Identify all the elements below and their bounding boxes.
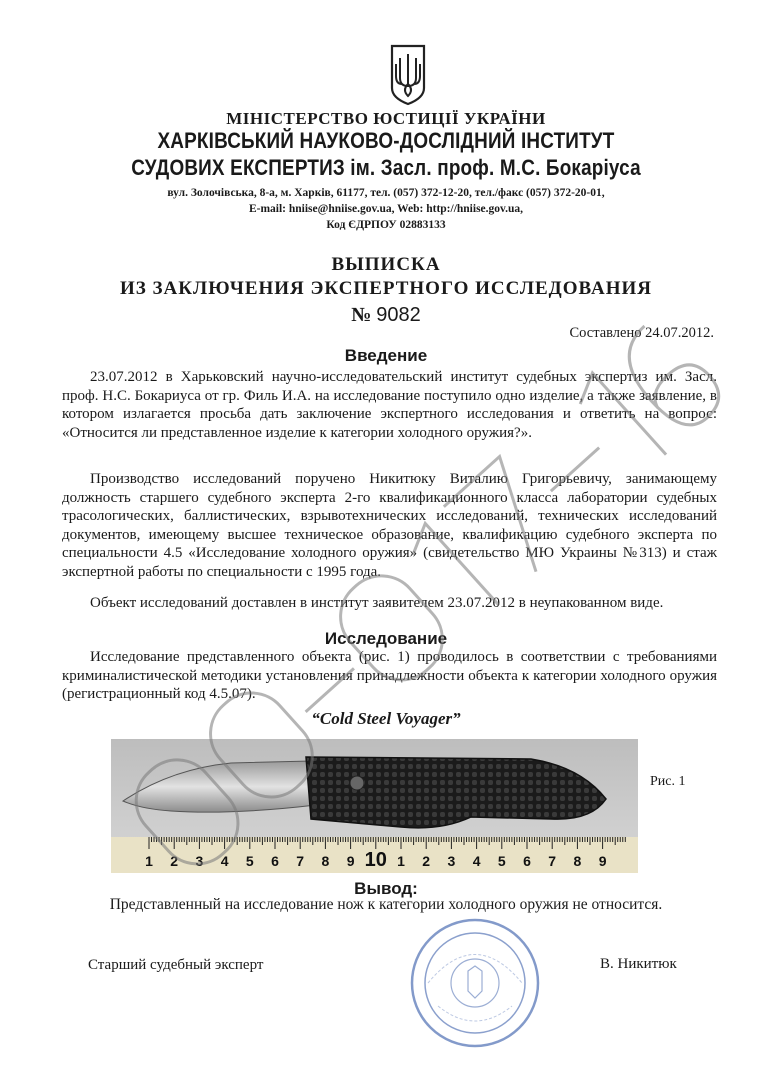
ruler-label: 4 [220,853,229,869]
knife-photo [111,739,638,873]
ruler-label: 7 [296,853,305,869]
research-heading: Исследование [324,629,448,648]
number-sign: № [351,304,372,326]
institute-name-line2: СУДОВИХ ЕКСПЕРТИЗ ім. Засл. проф. М.С. Бокаріуса [131,155,641,180]
figure-label: Рис. 1 [650,774,686,789]
ruler-label: 6 [271,853,279,869]
intro-heading: Введение [344,346,428,365]
ruler-label: 9 [346,853,355,869]
number-value: 9082 [376,304,421,326]
document-title-line1: ВЫПИСКА [331,254,441,275]
knife-handle [306,757,606,828]
ruler-label: 3 [447,853,456,869]
ruler-label: 1 [145,853,153,869]
intro-paragraph-1: 23.07.2012 в Харьковский научно-исследовательский институт судебных экспертиз им. Засл. проф. Н.С. Бокариуса от гр. Филь И.А. на исследование поступило одно изделие, а также заявление, в котором излагается просьба дать заключение экспертного исследования и ответить на вопрос: «Относится ли представленное изделие к категории холодного оружия?». [62,369,717,441]
address-line1: вул. Золочівська, 8-а, м. Харків, 61177, тел. (057) 372-12-20, тел./факс (057) 372-20-01, [167,187,605,199]
compiled-date: Составлено 24.07.2012. [569,325,714,341]
signature-role: Старший судебный эксперт [88,957,264,973]
ruler-label: 3 [195,853,204,869]
address-line2: E-mail: hniise@hniise.gov.ua, Web: http://hniise.gov.ua, [248,203,524,215]
ruler-label: 2 [170,853,179,869]
research-paragraph: Исследование представленного объекта (рис. 1) проводилось в соответствии с требованиями криминалистической методики установления принадлежности объекта к категории холодного оружия (регистрационный код 4.5.07). [62,649,717,703]
intro-paragraph-2: Производство исследований поручено Никитюку Виталию Григорьевичу, занимающему должность старшего судебного эксперта 2-го квалификационного класса лаборатории судебных трасологических, баллистических, взрывотехнических исследований, технических исследований документов, имеющему высшее техническое образование, квалификацию судебного эксперта по специальности 4.5 «Исследование холодного оружия» (свидетельство МЮ Украины №313) и стаж экспертной работы по специальности с 1995 года. [62,471,717,580]
official-stamp-icon [408,916,542,1050]
ruler-label: 8 [573,853,582,869]
ruler-label: 4 [472,853,481,869]
ruler-label: 10 [364,849,387,871]
coat-of-arms-icon [388,44,428,106]
ruler-label: 6 [523,853,531,869]
ruler-label: 2 [422,853,431,869]
ruler-label: 9 [598,853,607,869]
signature-name: В. Никитюк [600,956,677,972]
intro-paragraph-3: Объект исследований доставлен в институт заявителем 23.07.2012 в неупакованном виде. [90,595,664,611]
ruler-label: 7 [548,853,557,869]
conclusion-heading: Вывод: [354,879,418,898]
conclusion-text: Представленный на исследование нож к категории холодного оружия не относится. [109,896,663,913]
knife-pivot-screw [350,776,364,790]
knife-model-title: “Cold Steel Voyager” [311,709,461,728]
institute-name-line1: ХАРКІВСЬКИЙ НАУКОВО-ДОСЛІДНИЙ ІНСТИТУТ [157,128,615,153]
ruler-label: 8 [321,853,330,869]
ruler-label: 5 [245,853,254,869]
address-line3: Код ЄДРПОУ 02883133 [326,219,446,231]
knife-illustration [111,739,638,873]
ministry-name: МІНІСТЕРСТВО ЮСТИЦІЇ УКРАЇНИ [226,109,546,128]
document-title-line2: ИЗ ЗАКЛЮЧЕНИЯ ЭКСПЕРТНОГО ИССЛЕДОВАНИЯ [119,278,653,299]
ruler-label: 5 [497,853,506,869]
ruler-label: 1 [397,853,405,869]
document-number [0,304,772,327]
